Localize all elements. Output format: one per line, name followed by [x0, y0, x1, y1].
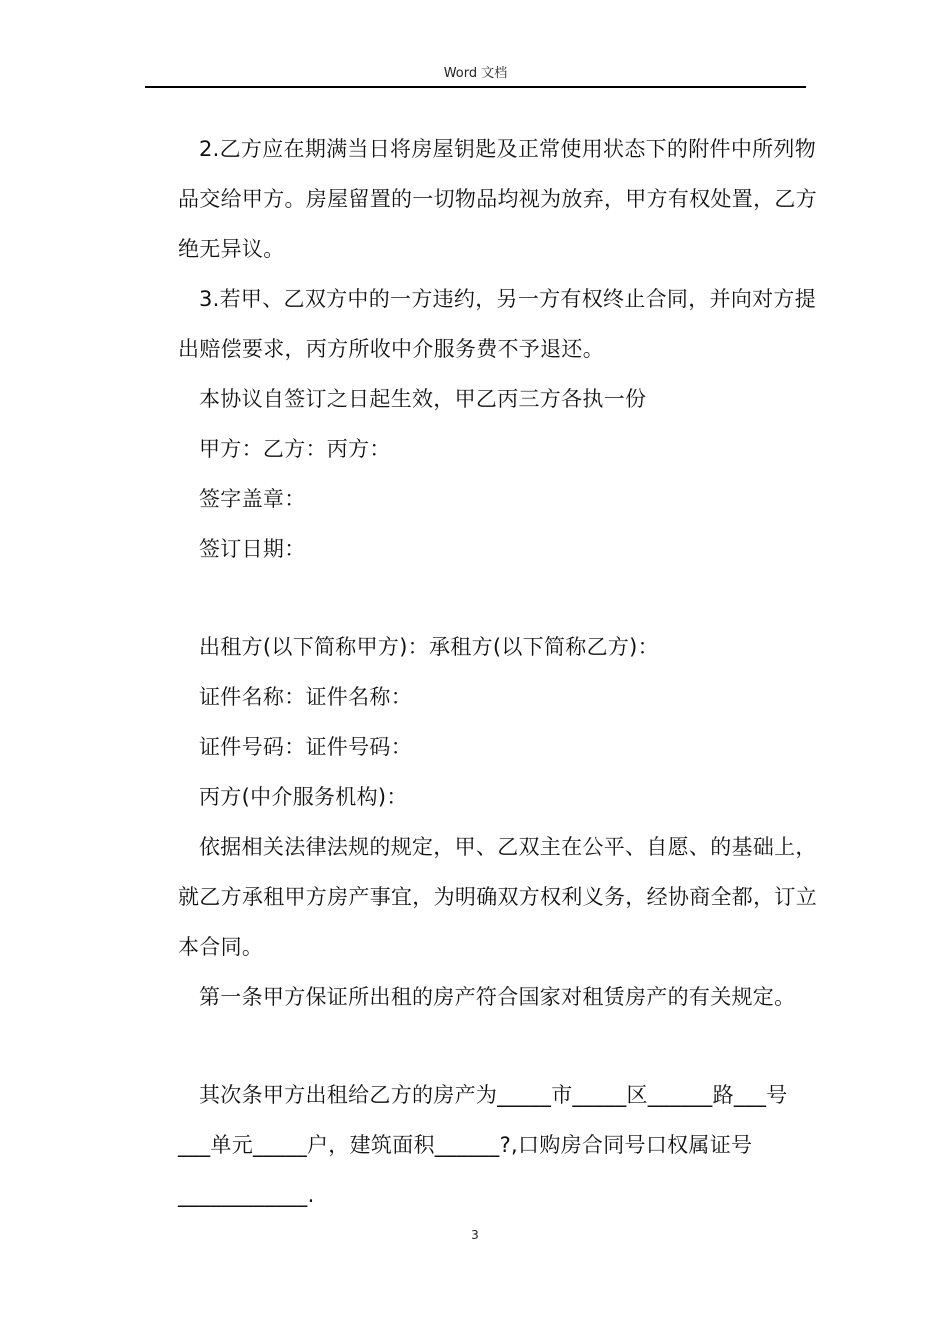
paragraph-id-number: 证件号码：证件号码： [199, 735, 412, 759]
document-body-section-2 [178, 622, 818, 1022]
header-divider [145, 86, 806, 88]
paragraph-parties: 甲方：乙方：丙方： [199, 437, 391, 461]
page-header: Word 文档 [443, 66, 508, 81]
paragraph-clause-2: 2.乙方应在期满当日将房屋钥匙及正常使用状态下的附件中所列物品交给甲方。房屋留置的一切物品均视为放弃，甲方有权处置，乙方绝无异议。 [178, 137, 817, 261]
paragraph-agency: 丙方(中介服务机构)： [199, 785, 408, 809]
document-body-section-1 [178, 124, 818, 574]
paragraph-sign-date: 签订日期： [199, 537, 306, 561]
page-number: 3 [471, 1228, 479, 1242]
paragraph-lessor-lessee: 出租方(以下简称甲方)：承租方(以下简称乙方)： [199, 635, 659, 659]
document-body-section-3 [178, 1070, 818, 1220]
paragraph-preamble: 依据相关法律法规的规定，甲、乙双主在公平、自愿、的基础上，就乙方承租甲方房产事宜，为明确双方权利义务，经协商全都，订立本合同。 [178, 835, 817, 959]
paragraph-id-name: 证件名称：证件名称： [199, 685, 412, 709]
paragraph-effective: 本协议自签订之日起生效，甲乙丙三方各执一份 [199, 387, 647, 411]
paragraph-article-2: 其次条甲方出租给乙方的房产为_____市_____区______路___号___单元_____户，建筑面积______?,口购房合同号口权属证号____________. [178, 1083, 788, 1207]
paragraph-clause-3: 3.若甲、乙双方中的一方违约，另一方有权终止合同，并向对方提出赔偿要求，丙方所收中介服务费不予退还。 [178, 287, 817, 361]
paragraph-signature: 签字盖章： [199, 487, 306, 511]
paragraph-article-1: 第一条甲方保证所出租的房产符合国家对租赁房产的有关规定。 [199, 985, 796, 1009]
